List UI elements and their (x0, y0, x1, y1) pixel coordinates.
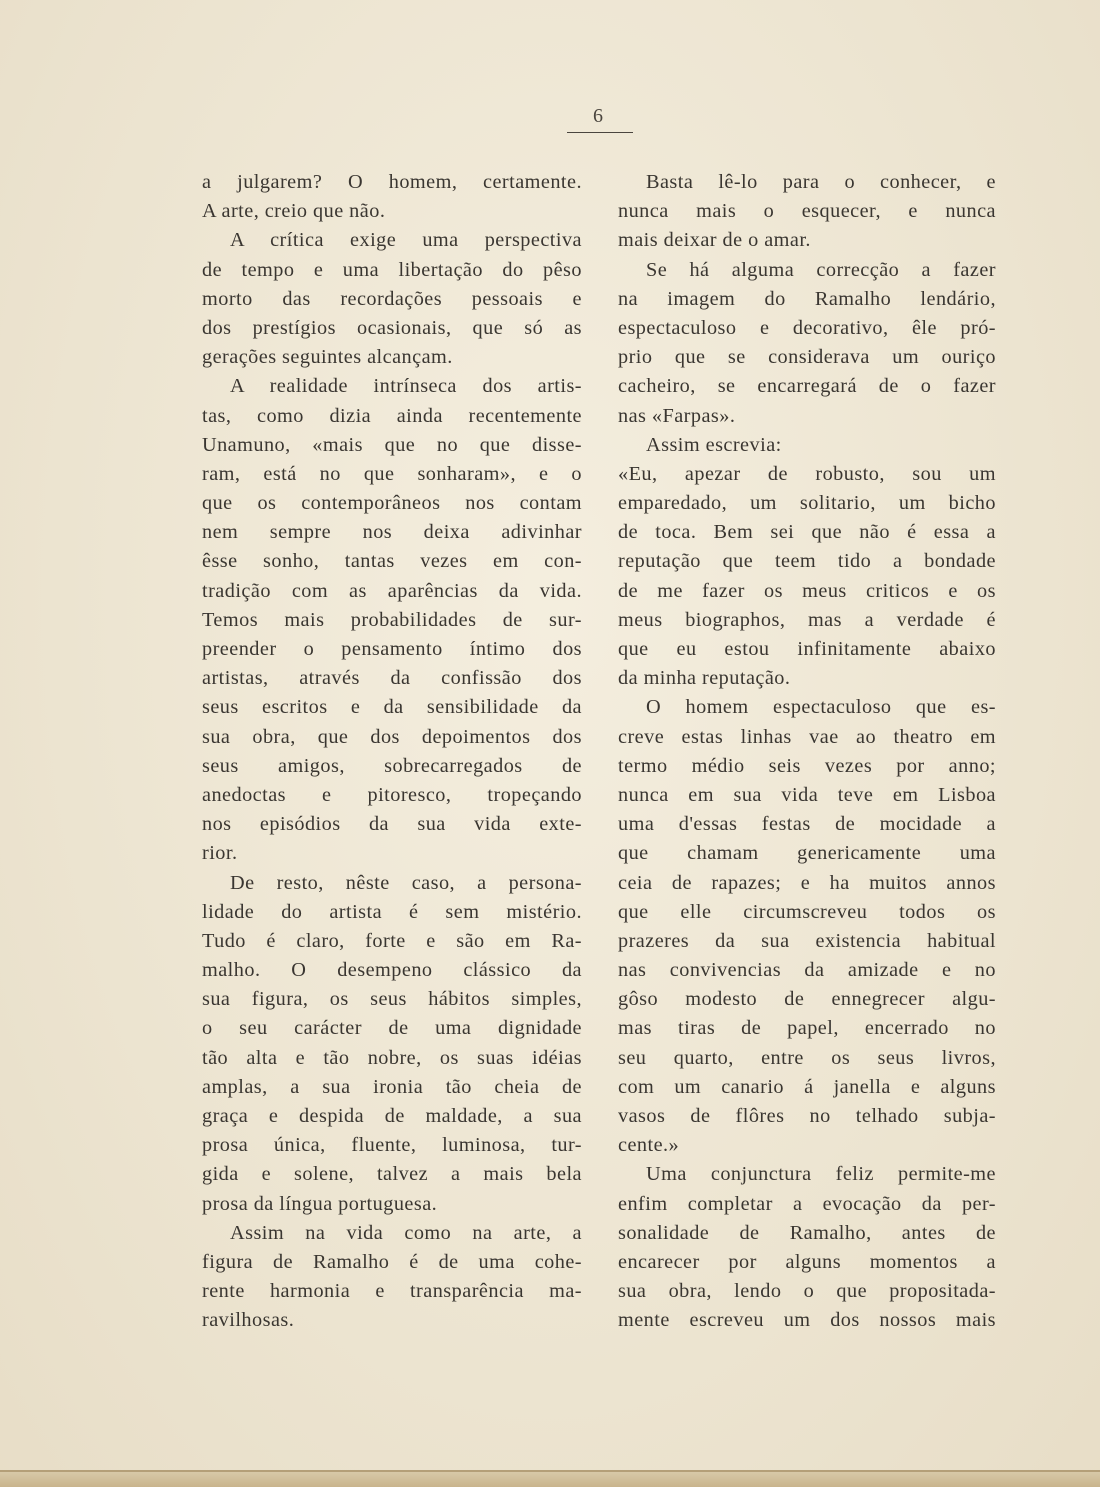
text-line: o seu carácter de uma dignidade (202, 1017, 582, 1040)
text-line: nas «Farpas». (618, 404, 736, 427)
text-line: a julgarem? O homem, certamente. (202, 171, 582, 193)
text-line: Unamuno, «mais que no que disse- (202, 433, 582, 456)
right-text-column (618, 168, 996, 1336)
text-line: de toca. Bem sei que não é essa a (618, 521, 996, 544)
text-line: êsse sonho, tantas vezes em con- (202, 550, 582, 573)
text-line: prio que se considerava um ouriço (618, 346, 996, 369)
text-line: vasos de flôres no telhado subja- (618, 1105, 996, 1127)
text-line: Temos mais probabilidades de sur- (202, 608, 582, 631)
text-line: morto das recordações pessoais e (202, 287, 582, 310)
text-line: uma d'essas festas de mocidade a (618, 813, 996, 836)
text-line: prazeres da sua existencia habitual (618, 929, 996, 952)
text-line: mas tiras de papel, encerrado no (618, 1017, 996, 1040)
text-line: artistas, através da confissão dos (202, 667, 582, 690)
text-line: «Eu, apezar de robusto, sou um (618, 462, 996, 485)
text-line: creve estas linhas vae ao theatro em (618, 725, 996, 748)
text-line: cente.» (618, 1134, 680, 1157)
text-line: Assim na vida como na arte, a (230, 1221, 582, 1244)
text-line: na imagem do Ramalho lendário, (618, 287, 996, 310)
text-line: cacheiro, se encarregará de o fazer (618, 375, 996, 398)
text-line: encarecer por alguns momentos a (618, 1250, 996, 1273)
text-line: graça e despida de maldade, a sua (202, 1105, 582, 1127)
text-line: enfim completar a evocação da per- (618, 1192, 996, 1215)
text-line: tas, como dizia ainda recentemente (202, 404, 582, 427)
text-line: A realidade intrínseca dos artis- (230, 375, 582, 398)
text-line: meus biographos, mas a verdade é (618, 608, 996, 631)
text-line: O homem espectaculoso que es- (646, 696, 996, 719)
text-line: reputação que teem tido a bondade (618, 550, 996, 573)
text-line: seus escritos e da sensibilidade da (202, 696, 582, 719)
text-line: nunca mais o esquecer, e nunca (618, 200, 996, 223)
text-line: gerações seguintes alcançam. (202, 346, 453, 369)
text-line: nas convivencias da amizade e no (618, 959, 996, 982)
text-line: prosa da língua portuguesa. (202, 1192, 438, 1215)
text-line: prosa única, fluente, luminosa, tur- (202, 1134, 582, 1157)
text-line: que eu estou infinitamente abaixo (618, 638, 996, 660)
text-line: Tudo é claro, forte e são em Ra- (202, 929, 582, 952)
text-line: seu quarto, entre os seus livros, (618, 1046, 996, 1069)
text-line: da minha reputação. (618, 667, 791, 690)
page-number-rule (567, 132, 633, 133)
text-line: que elle circumscreveu todos os (618, 900, 996, 923)
page-bottom-edge (0, 1472, 1100, 1487)
text-line: sonalidade de Ramalho, antes de (618, 1221, 996, 1244)
text-line: ravilhosas. (202, 1309, 295, 1332)
text-line: anedoctas e pitoresco, tropeçando (202, 783, 582, 806)
text-line: ceia de rapazes; e ha muitos annos (618, 871, 996, 894)
text-line: malho. O desempeno clássico da (202, 959, 582, 982)
text-line: gida e solene, talvez a mais bela (202, 1163, 582, 1186)
text-line: tradição com as aparências da vida. (202, 579, 582, 602)
text-line: espectaculoso e decorativo, êle pró- (618, 316, 996, 339)
text-line: que chamam genericamente uma (618, 842, 996, 865)
text-line: Uma conjunctura feliz permite-me (646, 1163, 996, 1186)
text-line: nos episódios da sua vida exte- (202, 813, 582, 836)
text-line: emparedado, um solitario, um bicho (618, 492, 996, 515)
text-line: tão alta e tão nobre, os suas idéias (202, 1046, 582, 1069)
page-number: 6 (593, 105, 603, 127)
text-line: amplas, a sua ironia tão cheia de (202, 1075, 582, 1098)
text-line: sua obra, lendo o que propositada- (618, 1280, 996, 1303)
text-line: A arte, creio que não. (202, 200, 386, 223)
text-line: termo médio seis vezes por anno; (618, 754, 996, 777)
text-line: lidade do artista é sem mistério. (202, 900, 582, 923)
text-line: rior. (202, 842, 238, 865)
text-line: sua figura, os seus hábitos simples, (202, 988, 582, 1011)
text-line: Se há alguma correcção a fazer (646, 258, 996, 281)
text-line: preender o pensamento íntimo dos (202, 638, 582, 660)
text-line: A crítica exige uma perspectiva (230, 229, 582, 252)
text-line: mente escreveu um dos nossos mais (618, 1309, 996, 1332)
text-line: sua obra, que dos depoimentos dos (202, 725, 582, 748)
text-line: de me fazer os meus criticos e os (618, 579, 996, 602)
text-line: seus amigos, sobrecarregados de (202, 754, 582, 777)
text-line: gôso modesto de ennegrecer algu- (618, 988, 996, 1011)
text-line: rente harmonia e transparência ma- (202, 1280, 582, 1303)
text-line: Basta lê-lo para o conhecer, e (646, 171, 996, 193)
left-text-column (202, 168, 582, 1336)
text-line: nem sempre nos deixa adivinhar (202, 521, 582, 544)
text-line: De resto, nêste caso, a persona- (230, 871, 582, 894)
text-line: ram, está no que sonharam», e o (202, 462, 582, 485)
text-line: que os contemporâneos nos contam (202, 492, 582, 515)
text-line: Assim escrevia: (646, 433, 782, 456)
text-line: com um canario á janella e alguns (618, 1075, 996, 1098)
text-line: de tempo e uma libertação do pêso (202, 258, 582, 281)
text-line: dos prestígios ocasionais, que só as (202, 316, 582, 339)
text-line: nunca em sua vida teve em Lisboa (618, 783, 996, 806)
text-line: figura de Ramalho é de uma cohe- (202, 1250, 582, 1273)
text-line: mais deixar de o amar. (618, 229, 811, 252)
